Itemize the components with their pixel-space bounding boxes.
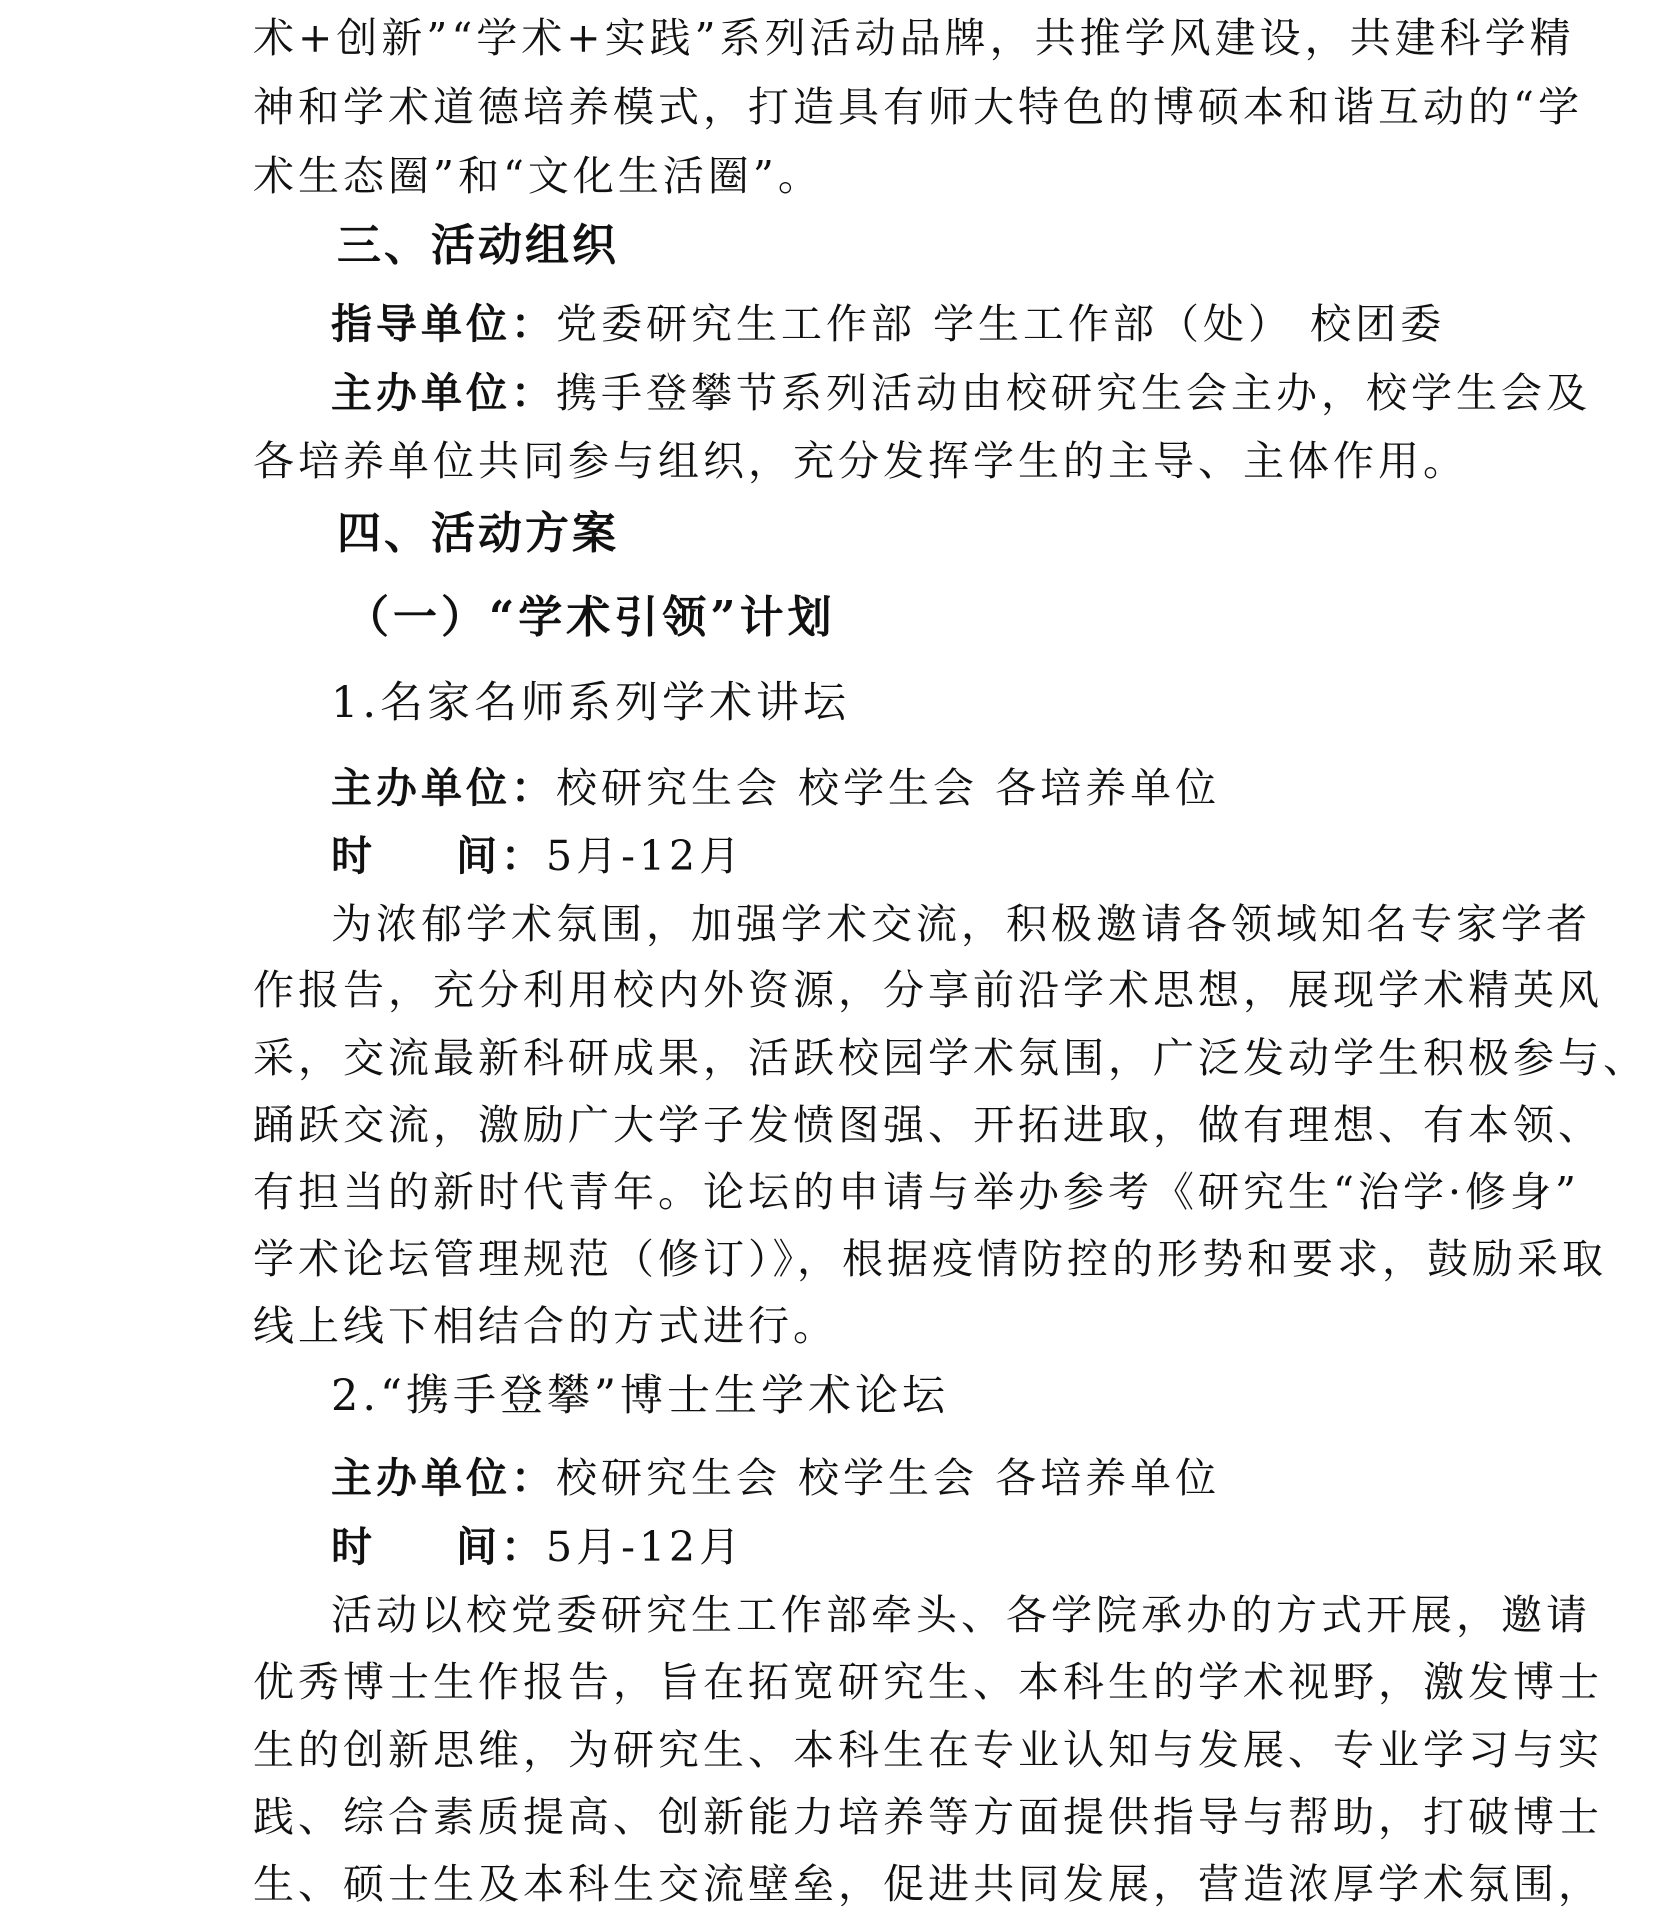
host-unit-text-2: 各培养单位共同参与组织，充分发挥学生的主导、主体作用。 bbox=[253, 437, 1468, 485]
item-1-body-line-5: 有担当的新时代青年。论坛的申请与举办参考《研究生“治学·修身” bbox=[253, 1168, 1580, 1216]
item-2-host-value: 校研究生会 校学生会 各培养单位 bbox=[556, 1454, 1221, 1502]
item-1-body-line-6: 学术论坛管理规范（修订）》，根据疫情防控的形势和要求，鼓励采取 bbox=[253, 1235, 1607, 1283]
item-2-host-line bbox=[331, 1450, 1403, 1506]
item-1-body-line-3: 采，交流最新科研成果，活跃校园学术氛围，广泛发动学生积极参与、 bbox=[253, 1034, 1648, 1082]
section-4-heading: 四、活动方案 bbox=[337, 508, 619, 559]
intro-line-3: 术生态圈”和“文化生活圈”。 bbox=[253, 152, 823, 200]
guide-unit-label: 指导单位： bbox=[331, 300, 556, 348]
item-1-host-value: 校研究生会 校学生会 各培养单位 bbox=[556, 764, 1221, 812]
item-2-body-line-5: 生、硕士生及本科生交流壁垒，促进共同发展，营造浓厚学术氛围， bbox=[253, 1860, 1603, 1908]
guide-unit-line bbox=[331, 296, 1446, 352]
guide-unit-value: 党委研究生工作部 学生工作部（处） 校团委 bbox=[556, 300, 1446, 348]
item-1-body-line-2: 作报告，充分利用校内外资源，分享前沿学术思想，展现学术精英风 bbox=[253, 966, 1603, 1014]
host-unit-line bbox=[331, 365, 1591, 421]
item-1-body-line-4: 踊跃交流，激励广大学子发愤图强、开拓进取，做有理想、有本领、 bbox=[253, 1101, 1603, 1149]
section-3-heading: 三、活动组织 bbox=[337, 220, 619, 271]
item-2-body-line-1: 活动以校党委研究生工作部牵头、各学院承办的方式开展，邀请 bbox=[331, 1591, 1591, 1639]
item-1-body-line-1: 为浓郁学术氛围，加强学术交流，积极邀请各领域知名专家学者 bbox=[331, 900, 1591, 948]
item-1-title: 1.名家名师系列学术讲坛 bbox=[331, 678, 851, 728]
item-2-time-label-b: 间： bbox=[456, 1523, 546, 1571]
item-1-time-value: 5月-12月 bbox=[546, 832, 745, 880]
item-2-time-line bbox=[331, 1519, 1403, 1575]
host-unit-text-1: 携手登攀节系列活动由校研究生会主办，校学生会及 bbox=[556, 369, 1591, 417]
item-1-time-line bbox=[331, 828, 1403, 884]
item-2-time-value: 5月-12月 bbox=[546, 1523, 745, 1571]
item-2-title: 2.“携手登攀”博士生学术论坛 bbox=[331, 1371, 949, 1421]
item-1-time-label-a: 时 bbox=[331, 832, 376, 880]
item-2-body-line-2: 优秀博士生作报告，旨在拓宽研究生、本科生的学术视野，激发博士 bbox=[253, 1658, 1603, 1706]
intro-line-1: 术+创新”“学术+实践”系列活动品牌，共推学风建设，共建科学精 bbox=[253, 14, 1575, 62]
item-2-time-label-a: 时 bbox=[331, 1523, 376, 1571]
host-unit-label: 主办单位： bbox=[331, 369, 556, 417]
intro-line-2: 神和学术道德培养模式，打造具有师大特色的博硕本和谐互动的“学 bbox=[253, 83, 1583, 131]
item-2-body-line-3: 生的创新思维，为研究生、本科生在专业认知与发展、专业学习与实 bbox=[253, 1726, 1603, 1774]
item-2-body-line-4: 践、综合素质提高、创新能力培养等方面提供指导与帮助，打破博士 bbox=[253, 1793, 1603, 1841]
subsection-1-heading: （一）“学术引领”计划 bbox=[345, 592, 836, 643]
item-1-host-line bbox=[331, 760, 1403, 816]
item-1-body-line-7: 线上线下相结合的方式进行。 bbox=[253, 1302, 838, 1350]
item-1-time-label-b: 间： bbox=[456, 832, 546, 880]
item-1-host-label: 主办单位： bbox=[331, 764, 556, 812]
item-2-host-label: 主办单位： bbox=[331, 1454, 556, 1502]
